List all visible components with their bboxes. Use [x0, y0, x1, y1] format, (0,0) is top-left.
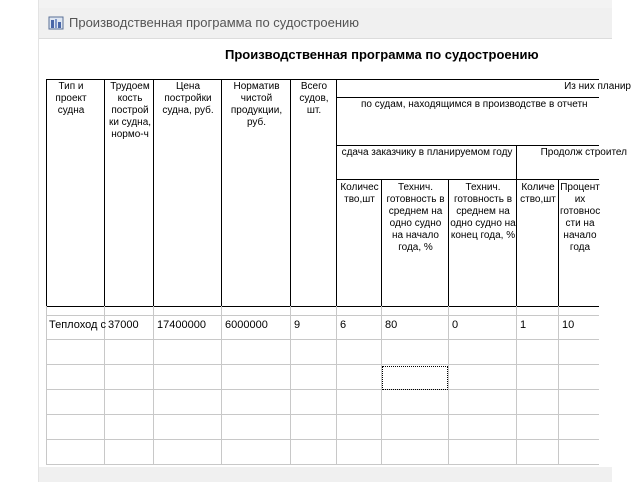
report-title: Производственная программа по судостроению — [225, 47, 539, 62]
header-continuing-count: Количе ство,шт — [520, 182, 556, 205]
header-ship-type: Тип и проект судна — [55, 81, 87, 116]
report-sheet — [39, 39, 631, 482]
header-group-planned: Из них планир — [564, 81, 631, 92]
header-price: Цена постройки судна, руб. — [162, 81, 214, 116]
header-delivery-count: Количес тво,шт — [340, 182, 379, 205]
header-norm: Норматив чистой продукции, руб. — [230, 81, 283, 128]
table-cell[interactable]: 6000000 — [225, 319, 268, 331]
header-continuing: Продолж строител — [540, 147, 627, 158]
table-cell[interactable]: 17400000 — [157, 319, 206, 331]
title-bar[interactable] — [39, 8, 612, 39]
table-cell[interactable]: 80 — [385, 319, 398, 331]
table-cell[interactable]: 0 — [452, 319, 459, 331]
header-group-in-production: по судам, находящимся в производстве в отчетн — [361, 99, 588, 110]
table-cell[interactable]: Теплоход с — [49, 319, 106, 331]
table-cell[interactable]: 37000 — [108, 319, 139, 331]
table-cell[interactable]: 9 — [294, 319, 301, 331]
selected-cell[interactable] — [382, 366, 448, 390]
header-continuing-percent: Процент их готовнос сти на начало года — [560, 182, 601, 253]
window-title: Производственная программа по судостроению — [69, 15, 360, 30]
header-readiness-start: Технич. готовность в среднем на одно судно на начало года, % — [386, 182, 445, 253]
background-strip — [0, 0, 38, 482]
table-cell[interactable]: 10 — [562, 319, 575, 331]
status-bar — [39, 467, 612, 482]
table-cell[interactable]: 6 — [340, 319, 347, 331]
report-window-icon — [48, 15, 64, 31]
table-cell[interactable]: 1 — [520, 319, 527, 331]
report-window — [38, 0, 631, 482]
header-delivery: сдача заказчику в планируемом году — [341, 147, 513, 158]
header-labor: Трудоем кость построй ки судна, нормо-ч — [108, 81, 152, 140]
header-readiness-end: Технич. готовность в среднем на одно судно на конец года, % — [450, 182, 516, 241]
header-total-ships: Всего судов, шт. — [299, 81, 329, 116]
